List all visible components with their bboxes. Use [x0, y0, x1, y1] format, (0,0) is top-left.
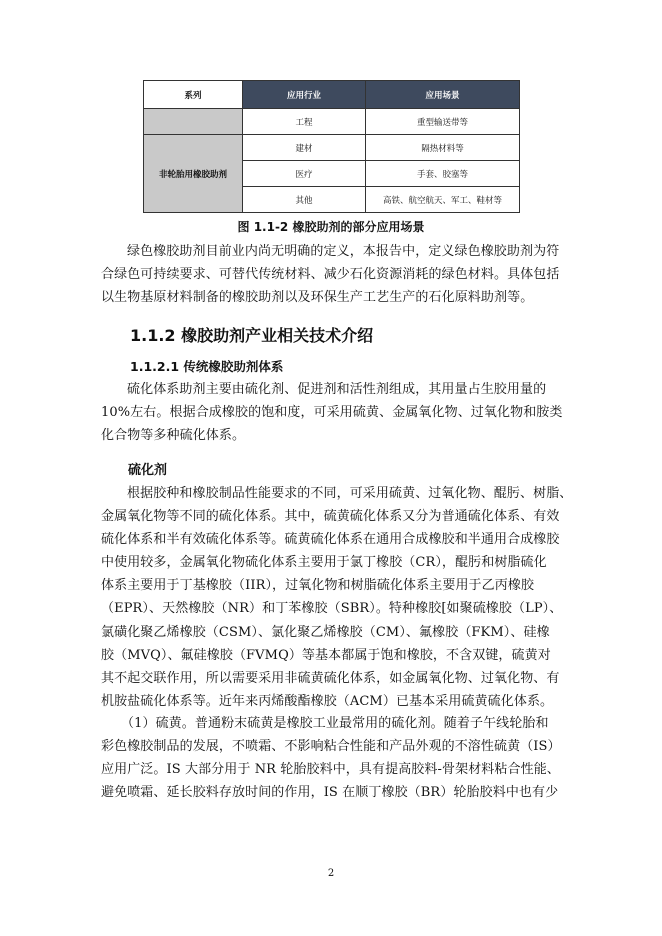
text-line: 化合物等多种硫化体系。 [101, 428, 246, 444]
text-line: 中使用较多，金属氧化物硫化体系主要用于氯丁橡胶（CR），醌肟和树脂硫化 [101, 555, 547, 571]
table-header-row [144, 81, 520, 109]
text-line: 以生物基原材料制备的橡胶助剂以及环保生产工艺生产的石化原料助剂等。 [101, 290, 534, 306]
sulfur-paragraph [101, 712, 560, 804]
text-line: 体系主要用于丁基橡胶（IIR），过氧化物和树脂硫化体系主要用于乙丙橡胶 [101, 578, 535, 594]
table-cell-scene: 高铁、航空航天、军工、鞋材等 [366, 187, 520, 213]
intro-paragraph [101, 240, 560, 309]
text-line: 金属氧化物等不同的硫化体系。其中，硫黄硫化体系又分为普通硫化体系、有效 [101, 509, 560, 525]
vulcanizer-heading: 硫化剂 [128, 463, 168, 478]
text-line: 10%左右。根据合成橡胶的饱和度，可采用硫黄、金属氧化物、过氧化物和胺类 [101, 405, 563, 421]
text-line: 机胺盐硫化体系等。近年来丙烯酸酯橡胶（ACM）已基本采用硫黄硫化体系。 [101, 693, 554, 709]
system-paragraph [101, 378, 563, 447]
figure-caption: 图 1.1-2 橡胶助剂的部分应用场景 [237, 220, 425, 234]
text-line: 彩色橡胶制品的发展，不喷霜、不影响粘合性能和产品外观的不溶性硫黄（IS） [101, 739, 561, 755]
section-heading: 1.1.2 橡胶助剂产业相关技术介绍 [130, 326, 374, 345]
table-row [144, 135, 520, 161]
text-line: 硫化体系和半有效硫化体系等。硫黄硫化体系在通用合成橡胶和半通用合成橡胶 [101, 532, 560, 548]
text-line: 应用广泛。IS 大部分用于 NR 轮胎胶料中，具有提高胶料-骨架材料粘合性能、 [101, 762, 560, 778]
table-cell-scene: 手套、胶塞等 [366, 161, 520, 187]
text-line: 氯磺化聚乙烯橡胶（CSM）、氯化聚乙烯橡胶（CM）、氟橡胶（FKM）、硅橡 [101, 624, 550, 640]
table-cell-industry: 其他 [243, 187, 366, 213]
subsection-heading: 1.1.2.1 传统橡胶助剂体系 [130, 359, 284, 374]
text-line: （1）硫黄。普通粉末硫黄是橡胶工业最常用的硫化剂。随着子午线轮胎和 [121, 716, 549, 731]
table-cell-industry: 工程 [243, 109, 366, 135]
text-line: 合绿色可持续要求、可替代传统材料、减少石化资源消耗的绿色材料。具体包括 [101, 267, 560, 283]
application-table [143, 80, 520, 213]
table-cell-industry: 建材 [243, 135, 366, 161]
page-number: 2 [327, 868, 335, 879]
table-header-industry: 应用行业 [243, 81, 366, 109]
table-cell-industry: 医疗 [243, 161, 366, 187]
table-cell-category: 非轮胎用橡胶助剂 [144, 135, 243, 213]
table-header-scene: 应用场景 [366, 81, 520, 109]
table-row [144, 109, 520, 135]
table-cell-scene: 重型输送带等 [366, 109, 520, 135]
table-cell-scene: 隔热材料等 [366, 135, 520, 161]
text-line: 避免喷霜、延长胶料存放时间的作用，IS 在顺丁橡胶（BR）轮胎胶料中也有少 [101, 785, 559, 801]
text-line: （EPR）、天然橡胶（NR）和丁苯橡胶（SBR）。特种橡胶[如聚硫橡胶（LP）、 [101, 601, 563, 617]
text-line: 绿色橡胶助剂目前业内尚无明确的定义，本报告中，定义绿色橡胶助剂为符 [127, 244, 560, 259]
table-cell-empty [144, 109, 243, 135]
text-line: 根据胶种和橡胶制品性能要求的不同，可采用硫黄、过氧化物、醌肟、树脂、 [127, 486, 573, 501]
text-line: 其不起交联作用，所以需要采用非硫黄硫化体系，如金属氧化物、过氧化物、有 [101, 670, 560, 686]
vulcanizer-paragraph [101, 482, 573, 713]
table-header-series: 系列 [144, 81, 243, 109]
text-line: 硫化体系助剂主要由硫化剂、促进剂和活性剂组成，其用量占生胶用量的 [127, 382, 547, 397]
text-line: 胶（MVQ）、氟硅橡胶（FVMQ）等基本都属于饱和橡胶，不含双键，硫黄对 [101, 647, 551, 663]
